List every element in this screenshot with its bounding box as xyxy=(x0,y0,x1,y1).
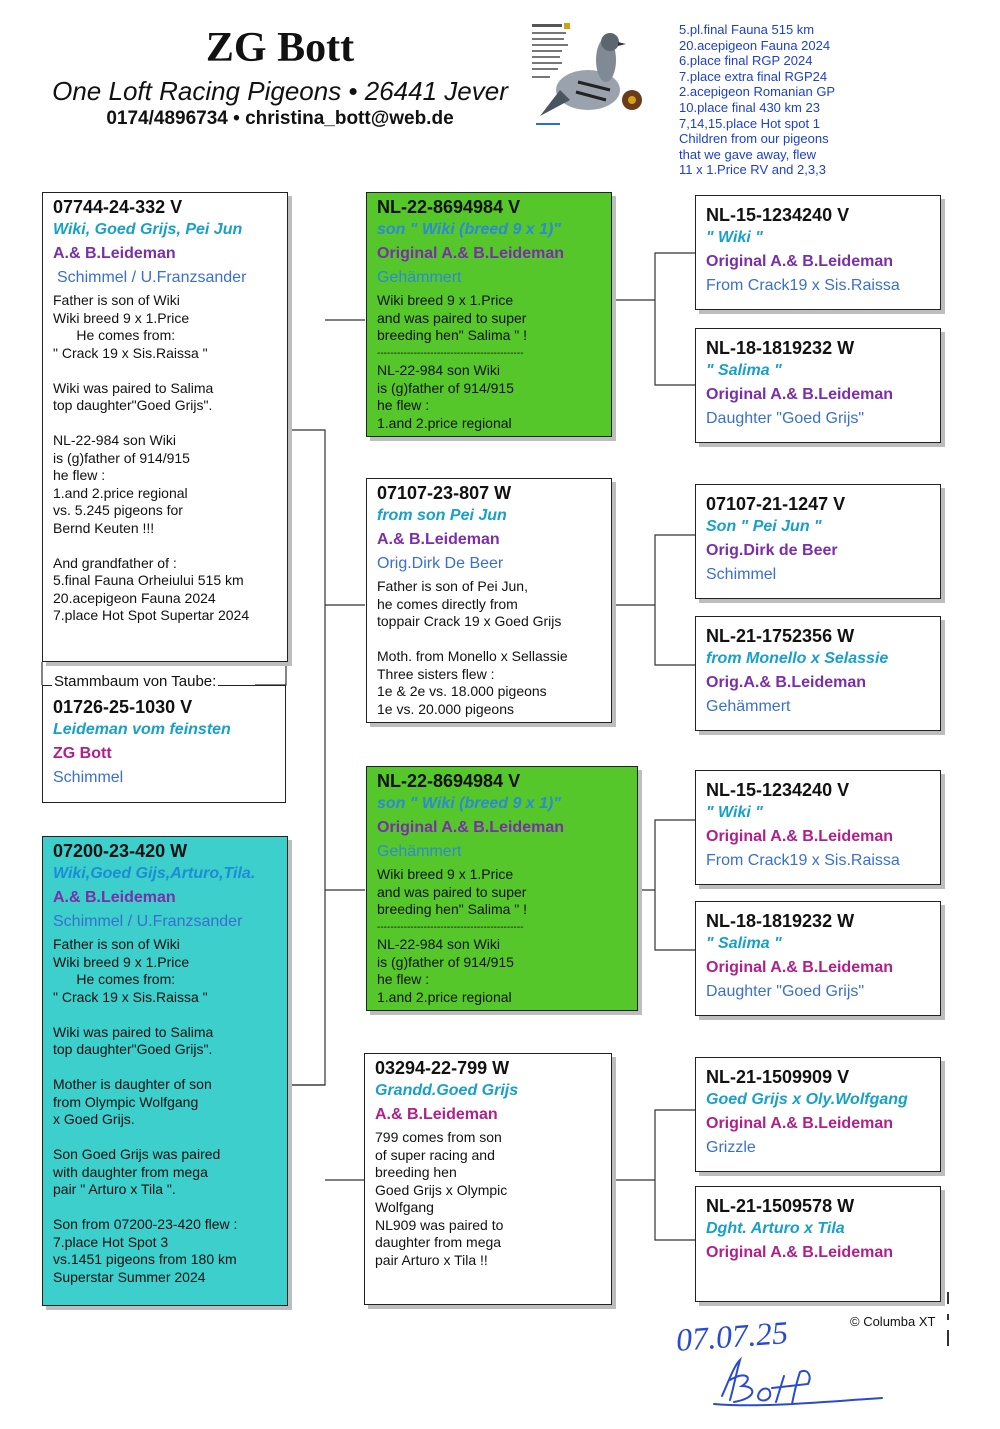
note-line: Wolfgang xyxy=(375,1199,434,1215)
note-line: is (g)father of 914/915 xyxy=(53,449,190,466)
note-line: Father is son of Wiki xyxy=(53,936,180,952)
pigeon-name: Son " Pei Jun " xyxy=(706,518,822,535)
fmf-card xyxy=(695,484,941,599)
note-line xyxy=(53,1006,277,1024)
father-card xyxy=(42,192,288,662)
note-line xyxy=(53,1129,277,1147)
pigeon-name: Grandd.Goed Grijs xyxy=(375,1082,519,1099)
breeder-name: A.& B.Leideman xyxy=(53,245,176,262)
software-copyright: © Columba XT xyxy=(850,1314,936,1329)
ring-number: 01726-25-1030 V xyxy=(53,697,193,717)
achievement-item: 6.place final RGP 2024 xyxy=(679,53,813,69)
note-line: Goed Grijs x Olympic xyxy=(375,1181,508,1198)
mother-father-card xyxy=(366,766,638,1011)
pigeon-name: from son Pei Jun xyxy=(377,507,507,524)
fff-card xyxy=(695,195,941,310)
breeder-name: A.& B.Leideman xyxy=(375,1106,498,1123)
ring-number: 07107-23-807 W xyxy=(377,483,512,503)
breeder-subtitle: One Loft Racing Pigeons • 26441 Jever xyxy=(52,76,508,106)
mfm-card xyxy=(695,901,941,1016)
breeder-title: ZG Bott xyxy=(205,25,355,71)
breeder-contact: 0174/4896734 • christina_bott@web.de xyxy=(106,108,454,129)
subject-card xyxy=(42,685,286,803)
ring-number: NL-22-8694984 V xyxy=(377,197,521,217)
pigeon-color: Schimmel xyxy=(53,769,124,786)
note-line: -------------------------------------------- xyxy=(377,347,524,359)
ring-number: 07200-23-420 W xyxy=(53,841,188,861)
father-mother-card xyxy=(366,478,612,723)
achievement-item: Children from our pigeons xyxy=(679,131,829,147)
achievement-item: 2.acepigeon Romanian GP xyxy=(679,84,836,100)
breeder-name: Original A.& B.Leideman xyxy=(706,959,893,976)
pigeon-name: son " Wiki (breed 9 x 1)" xyxy=(377,795,561,812)
achievement-item: 20.acepigeon Fauna 2024 xyxy=(679,37,831,53)
pigeon-color: Gehämmert xyxy=(377,269,462,286)
achievement-item: 7.place extra final RGP24 xyxy=(679,68,828,84)
note-line: 1.and 2.price regional xyxy=(53,484,188,501)
note-line: toppair Crack 19 x Goed Grijs xyxy=(377,613,562,629)
ring-number: 07107-21-1247 V xyxy=(706,494,846,514)
breeder-name: Original A.& B.Leideman xyxy=(377,245,564,262)
ring-number: 07744-24-332 V xyxy=(53,197,183,217)
note-line: -------------------------------------------- xyxy=(377,921,524,933)
note-line xyxy=(53,1059,277,1077)
note-line: 5.final Fauna Orheiului 515 km xyxy=(53,572,244,588)
achievement-item: 5.pl.final Fauna 515 km xyxy=(679,22,815,37)
pigeon-name: Wiki, Goed Grijs, Pei Jun xyxy=(53,221,243,238)
note-line: top daughter"Goed Grijs". xyxy=(53,1041,213,1057)
note-line: x Goed Grijs. xyxy=(53,1111,135,1127)
note-line: 1e vs. 20.000 pigeons xyxy=(377,700,514,717)
pigeon-color: Gehämmert xyxy=(706,698,791,715)
note-line: Father is son of Pei Jun, xyxy=(377,578,528,594)
breeder-name: ZG Bott xyxy=(53,745,112,762)
note-line: of super racing and xyxy=(375,1146,495,1163)
note-line: top daughter"Goed Grijs". xyxy=(53,397,213,413)
note-line: vs.1451 pigeons from 180 km xyxy=(53,1251,237,1267)
ring-number: NL-21-1509578 W xyxy=(706,1196,855,1216)
pigeon-color: Schimmel / U.Franzsander xyxy=(57,269,247,286)
pigeon-name: " Salima " xyxy=(706,935,782,952)
note-line xyxy=(377,631,601,649)
note-line: is (g)father of 914/915 xyxy=(377,379,514,396)
breeder-name: Original A.& B.Leideman xyxy=(706,828,893,845)
note-line xyxy=(53,537,277,555)
margin-marks xyxy=(942,1290,954,1350)
breeder-name: Original A.& B.Leideman xyxy=(706,1244,893,1261)
note-line: and was paired to super xyxy=(377,883,527,900)
pigeon-name: " Salima " xyxy=(706,362,782,379)
pigeon-name: son " Wiki (breed 9 x 1)" xyxy=(377,221,561,238)
note-line: NL-22-984 son Wiki xyxy=(377,362,500,378)
note-line: he comes directly from xyxy=(377,595,518,612)
ring-number: NL-15-1234240 V xyxy=(706,205,850,225)
ring-number: NL-18-1819232 W xyxy=(706,338,855,358)
breeder-name: Orig.Dirk de Beer xyxy=(706,542,838,559)
pigeon-name: " Wiki " xyxy=(706,804,763,821)
note-line: he flew : xyxy=(377,397,430,413)
note-line: NL909 was paired to xyxy=(375,1216,504,1233)
note-line: 1.and 2.price regional xyxy=(377,414,512,431)
ring-number: NL-21-1509909 V xyxy=(706,1067,850,1087)
pigeon-notes xyxy=(377,578,601,718)
fmm-card xyxy=(695,616,941,731)
note-line: breeding hen xyxy=(375,1164,457,1180)
breeder-name: A.& B.Leideman xyxy=(53,889,176,906)
note-line: 1.and 2.price regional xyxy=(377,988,512,1005)
signature xyxy=(700,1352,890,1412)
achievement-item: 11 x 1.Price RV and 2,3,3 xyxy=(679,162,826,178)
ffm-card xyxy=(695,328,941,443)
note-line: He comes from: xyxy=(53,971,176,987)
pigeon-notes xyxy=(377,292,601,432)
note-line: pair Arturo x Tila !! xyxy=(375,1251,488,1268)
mother-card xyxy=(42,836,288,1306)
mff-card xyxy=(695,770,941,885)
note-line: Three sisters flew : xyxy=(377,665,495,682)
note-line: 20.acepigeon Fauna 2024 xyxy=(53,589,216,606)
pigeon-color: Grizzle xyxy=(706,1139,756,1156)
note-line: breeding hen" Salima " ! xyxy=(377,327,528,343)
note-line: is (g)father of 914/915 xyxy=(377,953,514,970)
pigeon-color: Gehämmert xyxy=(377,843,462,860)
note-line: Mother is daughter of son xyxy=(53,1076,212,1092)
pigeon-notes xyxy=(377,866,627,1006)
note-line: breeding hen" Salima " ! xyxy=(377,901,528,917)
pigeon-notes xyxy=(53,936,277,1286)
note-line: Moth. from Monello x Sellassie xyxy=(377,648,568,664)
ring-number: NL-22-8694984 V xyxy=(377,771,521,791)
pigeon-notes xyxy=(375,1129,601,1269)
pedigree-of-label: Stammbaum von Taube: xyxy=(54,673,217,690)
note-line: Father is son of Wiki xyxy=(53,292,180,308)
achievement-item: that we gave away, flew xyxy=(679,146,817,162)
mother-mother-card xyxy=(364,1053,612,1305)
achievement-item: 10.place final 430 km 23 xyxy=(679,99,820,115)
pigeon-name: Dght. Arturo x Tila xyxy=(706,1220,845,1237)
pigeon-name: Leideman vom feinsten xyxy=(53,721,231,738)
note-line xyxy=(53,362,277,380)
note-line: And grandfather of : xyxy=(53,554,177,571)
breeder-name: Orig.A.& B.Leideman xyxy=(706,674,867,691)
pigeon-color: Orig.Dirk De Beer xyxy=(377,555,504,572)
note-line: He comes from: xyxy=(53,327,176,343)
note-line: Superstar Summer 2024 xyxy=(53,1268,206,1285)
ring-number: NL-21-1752356 W xyxy=(706,626,855,646)
breeder-name: A.& B.Leideman xyxy=(377,531,500,548)
note-line: 799 comes from son xyxy=(375,1129,502,1145)
note-line: and was paired to super xyxy=(377,309,527,326)
note-line: Wiki breed 9 x 1.Price xyxy=(53,309,190,326)
handwritten-date: 07.07.25 xyxy=(674,1314,790,1358)
note-line: NL-22-984 son Wiki xyxy=(53,432,176,448)
father-father-card xyxy=(366,192,612,437)
note-line: Son from 07200-23-420 flew : xyxy=(53,1216,238,1232)
pigeon-color: From Crack19 x Sis.Raissa xyxy=(706,277,900,294)
note-line: " Crack 19 x Sis.Raissa " xyxy=(53,988,208,1005)
note-line: vs. 5.245 pigeons for xyxy=(53,502,183,518)
note-line: " Crack 19 x Sis.Raissa " xyxy=(53,344,208,361)
pigeon-color: Schimmel / U.Franzsander xyxy=(53,913,243,930)
note-line: daughter from mega xyxy=(375,1234,502,1250)
note-line: with daughter from mega xyxy=(53,1163,208,1180)
breeder-name: Original A.& B.Leideman xyxy=(706,1115,893,1132)
note-line: 1e & 2e vs. 18.000 pigeons xyxy=(377,683,547,699)
achievements-list xyxy=(679,22,835,178)
pigeon-notes xyxy=(53,292,277,625)
pigeon-color: Daughter "Goed Grijs" xyxy=(706,983,865,1000)
breeder-name: Original A.& B.Leideman xyxy=(706,253,893,270)
note-line: Wiki was paired to Salima xyxy=(53,1023,214,1040)
pigeon-name: Wiki,Goed Gijs,Arturo,Tila. xyxy=(53,865,256,882)
note-line: Son Goed Grijs was paired xyxy=(53,1146,221,1162)
note-line: 7.place Hot Spot Supertar 2024 xyxy=(53,607,250,623)
pigeon-name: Goed Grijs x Oly.Wolfgang xyxy=(706,1091,908,1108)
mmm-card xyxy=(695,1186,941,1302)
ring-number: 03294-22-799 W xyxy=(375,1058,510,1078)
breeder-name: Original A.& B.Leideman xyxy=(377,819,564,836)
pigeon-name: from Monello x Selassie xyxy=(706,650,889,667)
note-line xyxy=(53,1199,277,1217)
ring-number: NL-15-1234240 V xyxy=(706,780,850,800)
pigeon-color: From Crack19 x Sis.Raissa xyxy=(706,852,900,869)
note-line: Wiki breed 9 x 1.Price xyxy=(377,292,514,308)
note-line xyxy=(53,415,277,433)
note-line: Bernd Keuten !!! xyxy=(53,519,155,536)
note-line: 7.place Hot Spot 3 xyxy=(53,1233,169,1250)
note-line: Wiki breed 9 x 1.Price xyxy=(53,953,190,970)
note-line: pair " Arturo x Tila ". xyxy=(53,1181,176,1197)
note-line: Wiki breed 9 x 1.Price xyxy=(377,866,514,882)
note-line: NL-22-984 son Wiki xyxy=(377,936,500,952)
pigeon-color: Schimmel xyxy=(706,566,777,583)
note-line: he flew : xyxy=(377,971,430,987)
mmf-card xyxy=(695,1057,941,1172)
achievement-item: 7,14,15.place Hot spot 1 xyxy=(679,115,820,131)
pigeon-photo xyxy=(520,20,650,135)
note-line: he flew : xyxy=(53,467,106,483)
pigeon-name: " Wiki " xyxy=(706,229,763,246)
breeder-name: Original A.& B.Leideman xyxy=(706,386,893,403)
pigeon-color: Daughter "Goed Grijs" xyxy=(706,410,865,427)
note-line: from Olympic Wolfgang xyxy=(53,1093,199,1110)
note-line: Wiki was paired to Salima xyxy=(53,379,214,396)
ring-number: NL-18-1819232 W xyxy=(706,911,855,931)
